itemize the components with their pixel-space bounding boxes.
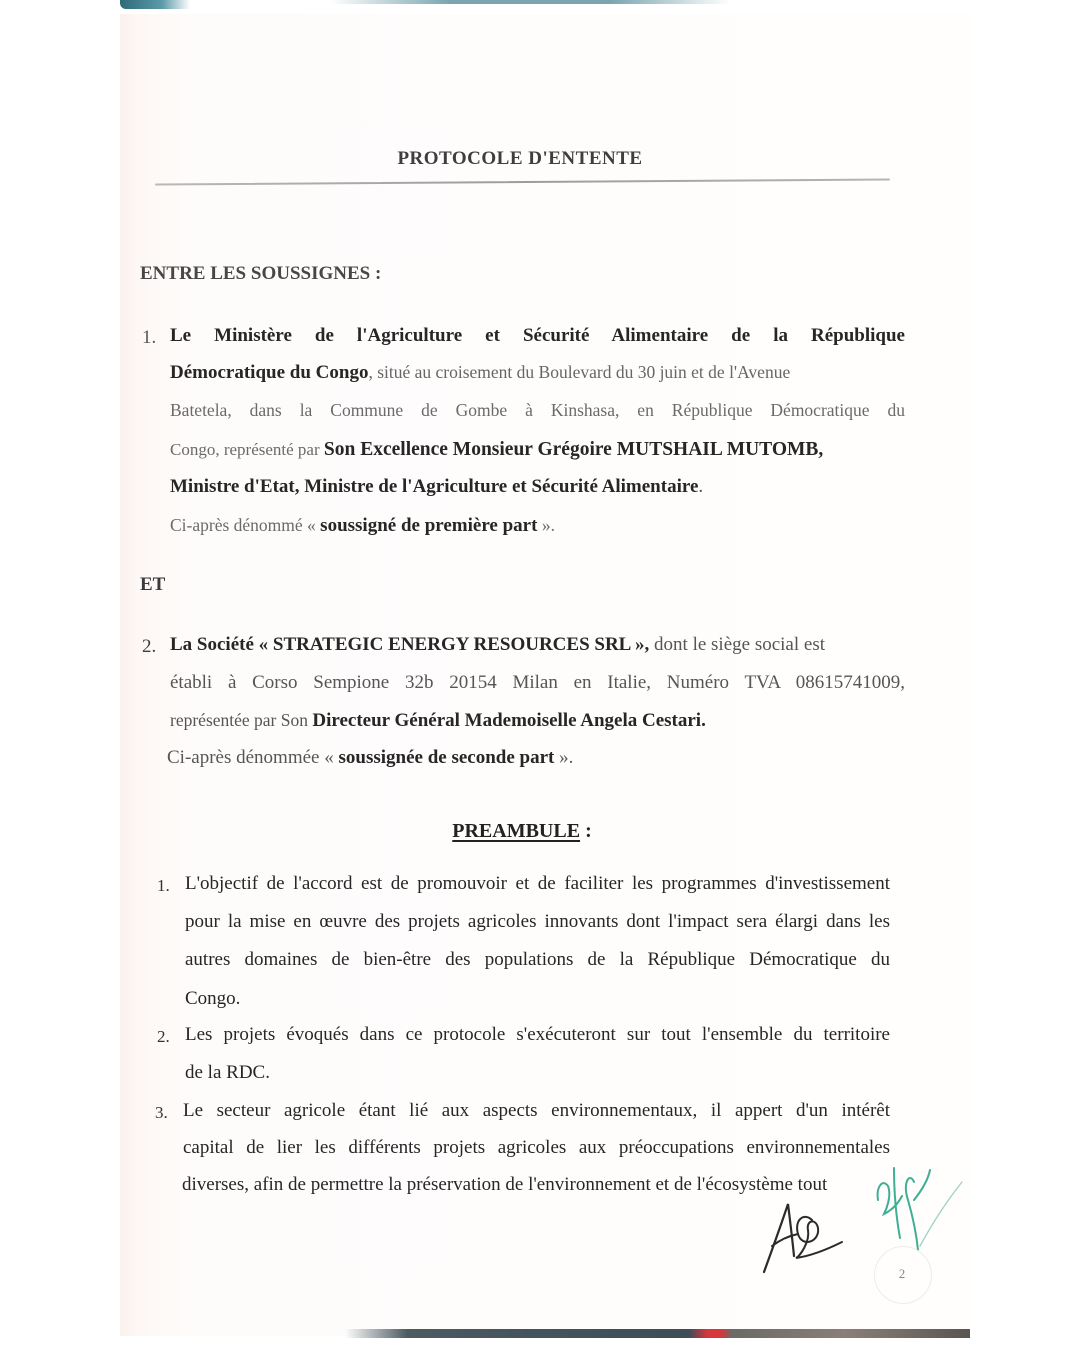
party2-line-3 bbox=[170, 710, 706, 732]
preamble-item-3-number: 3. bbox=[155, 1103, 168, 1122]
party1-line-6-post: ». bbox=[537, 515, 555, 535]
preamble-item-1-line-1: L'objectif de l'accord est de promouvoir et de faciliter les programmes d'investissement bbox=[185, 873, 890, 894]
party2-line-2-text: établi à Corso Sempione 32b 20154 Milan en Italie, Numéro TVA 08615741009, bbox=[170, 672, 905, 693]
signature-initials-green bbox=[870, 1160, 970, 1265]
party1-line-3 bbox=[170, 400, 905, 421]
preamble-item-2-number: 2. bbox=[157, 1027, 170, 1046]
page-number: 2 bbox=[898, 1266, 906, 1281]
preamble-item-3-line-3: diverses, afin de permettre la préservation de l'environnement et de l'écosystème tout bbox=[182, 1174, 828, 1195]
party1-line-2-bold: Démocratique du Congo bbox=[170, 362, 369, 383]
party1-line-1-bold: Le Ministère de l'Agriculture et Sécurité Alimentaire de la République bbox=[170, 325, 905, 346]
preamble-item-1-number: 1. bbox=[157, 876, 170, 895]
preamble-item-3-line-1: Le secteur agricole étant lié aux aspects environnementaux, il appert d'un intérêt bbox=[183, 1100, 890, 1121]
party2-line-1-text: dont le siège social est bbox=[649, 634, 826, 655]
preamble-item-3-line-2: capital de lier les différents projets agricoles aux préoccupations environnementales bbox=[183, 1137, 890, 1158]
party2-line-4 bbox=[167, 747, 573, 769]
party2-line-2 bbox=[170, 672, 905, 694]
party1-line-1 bbox=[170, 325, 905, 347]
party2-number: 2. bbox=[142, 636, 157, 657]
party2-line-4-bold: soussignée de seconde part bbox=[338, 747, 555, 768]
preamble-item-1-line-4: Congo. bbox=[185, 988, 241, 1009]
document-title: PROTOCOLE D'ENTENTE bbox=[397, 148, 643, 169]
page-bottom-edge bbox=[345, 1329, 970, 1338]
party1-line-5-bold: Ministre d'Etat, Ministre de l'Agriculture et Sécurité Alimentaire bbox=[170, 476, 699, 497]
party1-line-2-text: , situé au croisement du Boulevard du 30 juin et de l'Avenue bbox=[368, 362, 791, 382]
page-edge-shadow bbox=[330, 0, 730, 4]
party1-line-6-pre: Ci-après dénommé « bbox=[170, 515, 321, 535]
preamble-heading-suffix: : bbox=[580, 820, 592, 842]
preamble-heading bbox=[0, 820, 1062, 843]
party1-line-6 bbox=[170, 515, 555, 537]
party1-line-4-bold: Son Excellence Monsieur Grégoire MUTSHAIL MUTOMB, bbox=[323, 439, 824, 460]
party1-line-2 bbox=[170, 362, 790, 384]
preamble-item-1-line-3: autres domaines de bien-être des populations de la République Démocratique du bbox=[185, 949, 890, 970]
between-heading: ENTRE LES SOUSSIGNES : bbox=[140, 263, 382, 284]
party1-line-5-text: . bbox=[698, 476, 704, 497]
party1-line-6-bold: soussigné de première part bbox=[320, 515, 538, 536]
preamble-item-1-line-2: pour la mise en œuvre des projets agricoles innovants dont l'impact sera élargi dans les bbox=[185, 911, 890, 932]
preamble-item-2-line-1: Les projets évoqués dans ce protocole s'exécuteront sur tout l'ensemble du territoire bbox=[185, 1024, 890, 1045]
and-label: ET bbox=[140, 574, 166, 595]
party2-line-1-bold: La Société « STRATEGIC ENERGY RESOURCES SRL », bbox=[170, 634, 650, 655]
party2-line-4-post: ». bbox=[554, 747, 574, 768]
party2-line-1 bbox=[170, 634, 905, 656]
party1-line-3-text: Batetela, dans la Commune de Gombe à Kinshasa, en République Démocratique du bbox=[170, 400, 905, 420]
party2-line-3-pre: représentée par Son bbox=[170, 710, 313, 730]
party1-number: 1. bbox=[142, 327, 157, 348]
party1-line-4 bbox=[170, 439, 823, 461]
preamble-heading-text: PREAMBULE bbox=[452, 820, 581, 842]
signature-initials-black bbox=[750, 1190, 860, 1280]
page-edge-shadow bbox=[120, 0, 190, 9]
party1-line-5 bbox=[170, 476, 703, 498]
party1-line-4-text: Congo, représenté par bbox=[170, 440, 324, 459]
preamble-item-2-line-2: de la RDC. bbox=[185, 1062, 270, 1083]
party2-line-3-bold: Directeur Général Mademoiselle Angela Cestari. bbox=[312, 710, 706, 731]
party2-line-4-pre: Ci-après dénommée « bbox=[167, 747, 339, 768]
